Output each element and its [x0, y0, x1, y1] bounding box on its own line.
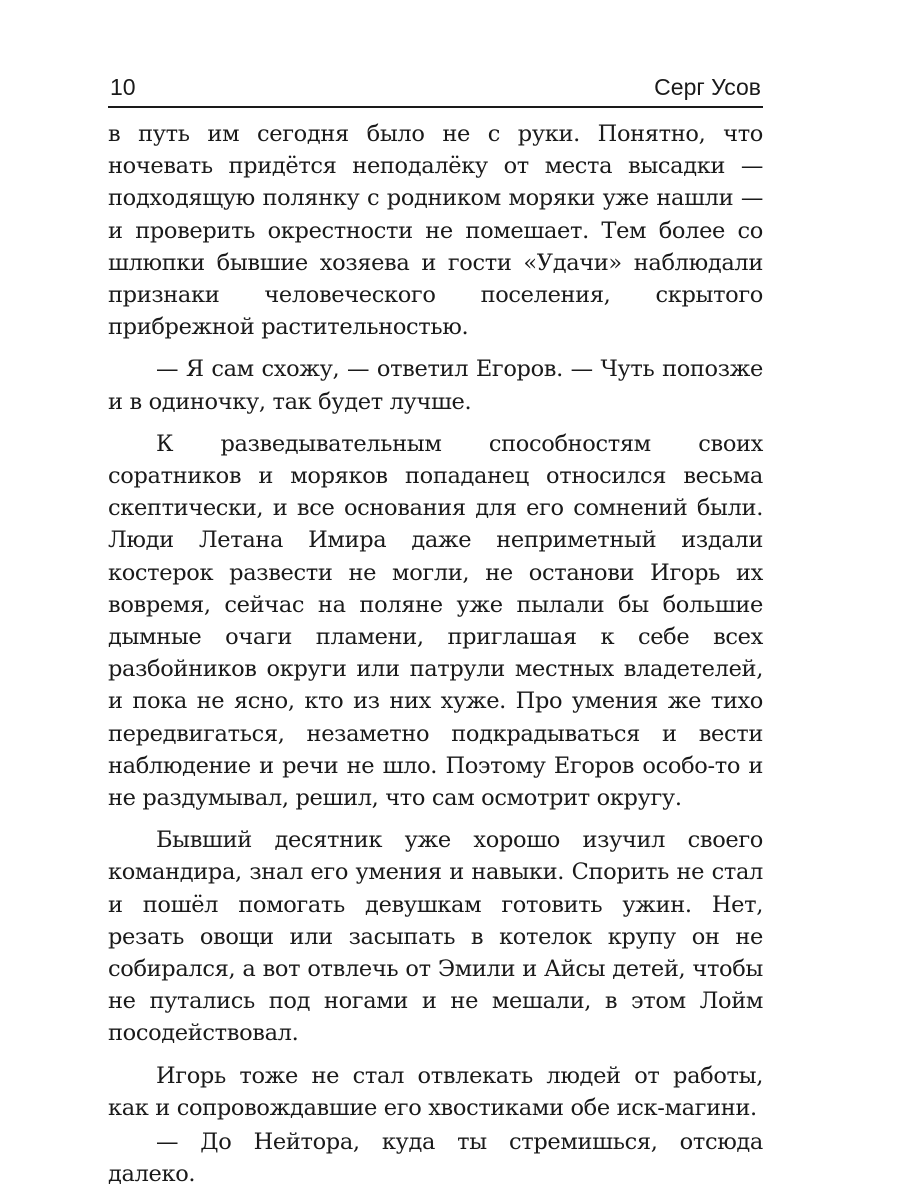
paragraph: К разведывательным способностям своих соратников и моряков попаданец относился весьма скептически, и все основания для его сомнений были. Люди Летана Имира даже неприметный издали костерок развести не могли, не останови Игорь их вовремя, сейчас на поляне уже пылали бы большие дымные очаги пламени, приглашая к себе всех разбойников округи или патрули местных владетелей, и пока не ясно, кто из них хуже. Про умения же тихо передвигаться, незаметно подкрадываться и вести наблюдение и речи не шло. Поэтому Егоров особо-то и не раздумывал, решил, что сам осмотрит округу. — [108, 430, 763, 812]
running-title: Серг Усов — [654, 74, 761, 100]
page-number: 10 — [110, 74, 136, 100]
paragraph: — Я сам схожу, — ответил Егоров. — Чуть попозже и в одиночку, так будет лучше. — [108, 356, 763, 415]
paragraph: Игорь тоже не стал отвлекать людей от работы, как и сопровождавшие его хвостиками обе иск-магини. — [108, 1062, 763, 1121]
paragraph: Бывший десятник уже хорошо изучил своего командира, знал его умения и навыки. Спорить не стал и пошёл помогать девушкам готовить ужин. Нет, резать овощи или засыпать в котелок крупу он не собирался, а вот отвлечь от Эмили и Айсы детей, чтобы не путались под ногами и не мешали, в этом Лойм посодействовал. — [108, 827, 763, 1047]
page-header — [108, 68, 763, 108]
paragraph: — До Нейтора, куда ты стремишься, отсюда далеко. — [108, 1129, 763, 1188]
body-text — [108, 118, 763, 1201]
paragraph: в путь им сегодня было не с руки. Понятно, что ночевать придётся неподалёку от места высадки — подходящую полянку с родником моряки уже нашли — и проверить окрестности не помешает. Тем более со шлюпки бывшие хозяева и гости «Удачи» наблюдали признаки человеческого поселения, скрытого прибрежной растительностью. — [108, 121, 763, 341]
